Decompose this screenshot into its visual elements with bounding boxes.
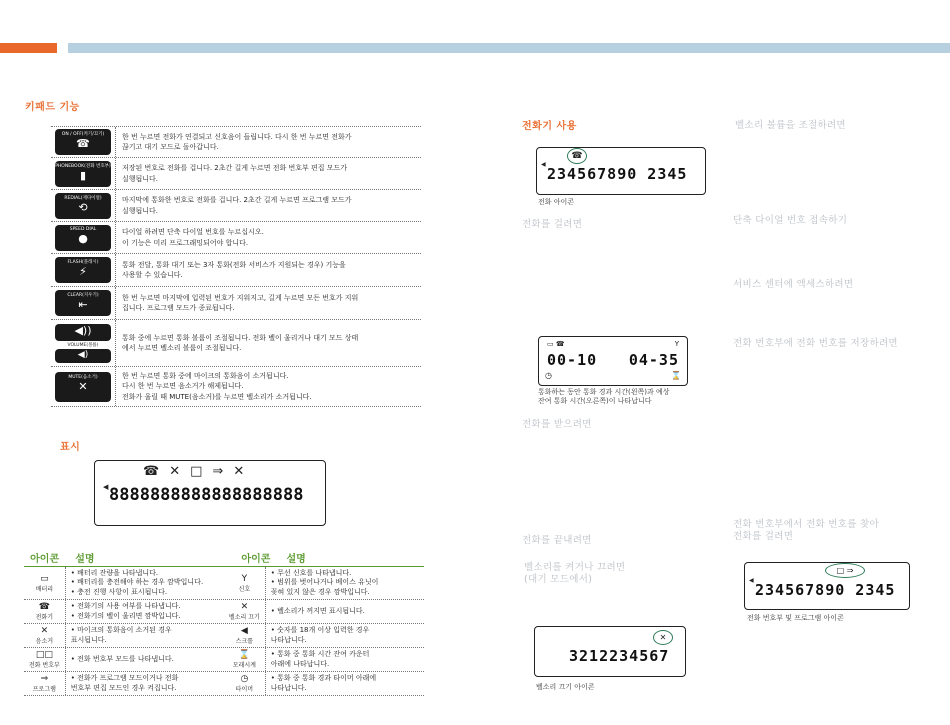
icon-row: ☎ 전화기 • 전화기의 사용 여부를 나타냅니다. • 전화기의 벨이 울리면 깜박입니다. ✕ 벨소리 끄기 • 벨소리가 꺼지면 표시됩니다. (24, 600, 424, 624)
lcd-caption-4: 전화 번호부 및 프로그램 아이콘 (747, 614, 844, 622)
backspace-icon: ⇤ (78, 298, 88, 311)
key-row-redial: REDIAL(재다이얼) ⟲ 마지막에 통화한 번호로 전화를 겁니다. 2초간 길게 누르면 프로그램 모드가 실행됩니다. (51, 190, 421, 222)
icon-row: □□ 전화 번호부 • 전화 번호부 모드를 나타냅니다. ⌛ 모래시계 • 통화 중 통화 시간 잔여 카운터 아래에 나타납니다. (24, 648, 424, 672)
icon-table-header: 아이콘 설명 아이콘 설명 (24, 550, 424, 567)
hourglass-icon: ⌛ (671, 371, 681, 380)
phone-icon: ☎ (38, 602, 50, 612)
battery-icon: ▭ ☎ (547, 340, 565, 348)
book-icon: □ (190, 464, 213, 479)
lcd-display-1 (536, 147, 706, 195)
scroll-icon: ◀ (541, 161, 546, 168)
phone-icon: ☎ (143, 464, 170, 479)
lcd-icons-row (143, 464, 254, 479)
section-title-display: 표시 (60, 442, 81, 453)
icon-description-table (24, 550, 424, 696)
speed-dial-key: SPEED DIAL ● (55, 225, 111, 251)
battery-icon: ▭ (40, 573, 49, 584)
lcd-digits: 234567890 2345 (755, 581, 896, 599)
heading-save-number: 전화 번호부에 전화 번호를 저장하려면 (733, 338, 898, 349)
lcd-caption-2: 통화하는 동안 통화 경과 시간(왼쪽)과 예상 잔여 통화 시간(오른쪽)이 나타납니다 (538, 388, 670, 405)
heading-find-number: 전화 번호부에서 전화 번호를 찾아 전화를 걸려면 (733, 519, 879, 542)
key-row-phonebook: PHONEBOOK(전화 번호부) ▮ 저장된 번호로 전화를 겁니다. 2초간 길게 누르면 전화 번호부 편집 모드가 실행됩니다. (51, 158, 421, 190)
key-row-clear: CLEAR(지우기) ⇤ 한 번 누르면 마지막에 입력된 번호가 지워지고, 길게 누르면 모든 번호가 지워 집니다. 프로그램 모드가 종료됩니다. (51, 287, 421, 320)
hourglass-icon: ⌛ (238, 650, 250, 660)
heading-ringer-volume: 벨소리 볼륨을 조절하려면 (735, 120, 846, 131)
header-bar (68, 43, 950, 53)
timer-icon: ◷ (545, 371, 552, 380)
lcd-caption: 전화 아이콘 (538, 198, 575, 206)
phonebook-key: PHONEBOOK(전화 번호부) ▮ (55, 161, 111, 187)
header-accent-bar (0, 43, 57, 53)
heading-service-center: 서비스 센터에 액세스하려면 (733, 279, 854, 290)
volume-up-key (55, 324, 111, 341)
program-icon: ⇒ (212, 464, 234, 479)
scroll-icon: ◀ (103, 483, 109, 491)
signal-icon: Y (241, 573, 248, 584)
heading-call-end: 전화를 끝내려면 (522, 535, 592, 546)
dot-icon: ● (78, 231, 88, 245)
scroll-icon: ◀ (240, 626, 248, 636)
mic-off-icon: ✕ (169, 464, 191, 479)
book-program-icons: □ ⇒ (825, 563, 865, 578)
on-off-key: ON / OFF(켜기/끄기) ☎ (55, 129, 111, 155)
icon-row: ⇒ 프로그램 • 전화가 프로그램 모드이거나 전화 번호부 편집 모드인 경우 켜집니다. ◷ 타이머 • 통화 중 통화 경과 타이머 아래에 나타납니다. (24, 672, 424, 696)
heading-call-out: 전화를 걸려면 (522, 219, 583, 230)
redial-key: REDIAL(재다이얼) ⟲ (55, 193, 111, 219)
ringer-off-icon: ✕ (240, 602, 249, 612)
key-row-volume: ◀)) VOLUME(볼륨) ◀) 통화 중에 누르면 통화 볼륨이 조절됩니다. 전화 벨이 울리거나 대기 모드 상태 에서 누르면 벨소리 볼륨이 조절됩니다. (51, 320, 421, 367)
ringer-off-icon: ✕ (233, 464, 255, 479)
key-row-on-off: ON / OFF(켜기/끄기) ☎ 한 번 누르면 전화가 연결되고 신호음이 들립니다. 다시 한 번 누르면 전화가 끊기고 대기 모드로 돌아갑니다. (51, 127, 421, 158)
mute-key: MUTE(음소거) ✕ (55, 372, 111, 402)
icon-row: ▭ 배터리 • 배터리 잔량을 나타냅니다. • 배터리를 충전해야 하는 경우 깜박입니다. • 충전 진행 사항이 표시됩니다. Y 신호 • 무선 신호를 나타냅니다. • 범위를 벗어나거나 베이스 유닛이 꽂혀 있지 않은 경우 깜박입니다. (24, 567, 424, 600)
flash-key: FLASH(플래시) ⚡ (55, 257, 111, 283)
heading-call-in: 전화를 받으려면 (522, 419, 592, 430)
program-icon: ⇒ (40, 674, 49, 684)
scroll-icon: ◀ (749, 577, 754, 584)
flash-icon: ⚡ (79, 265, 87, 278)
speaker-loud-icon: ◀)) (74, 323, 92, 337)
heading-ringer: 벨소리를 켜거나 끄려면 (대기 모드에서) (524, 562, 626, 585)
section-title-keypad: 키패드 기능 (25, 102, 80, 113)
speaker-icon: ◀) (77, 349, 89, 360)
lcd-caption-3: 벨소리 끄기 아이콘 (536, 683, 595, 691)
key-row-speed-dial: SPEED DIAL ● 다이얼 하려면 단축 다이얼 번호를 누르십시오. 이 기능은 미리 프로그래밍되어야 합니다. (51, 222, 421, 254)
book-icon: □□ (35, 650, 53, 660)
keypad-function-table (51, 126, 421, 407)
lcd-elapsed-time: 00-10 (547, 351, 598, 369)
lcd-display-4 (744, 562, 910, 610)
lcd-main-digits: 8888888888888888888 (109, 485, 304, 505)
lcd-digits: 234567890 2345 (547, 165, 688, 183)
mic-off-icon: ✕ (78, 379, 88, 393)
key-row-mute: MUTE(음소거) ✕ 한 번 누르면 통화 중에 마이크의 통화음이 소거됩니다. 다시 한 번 누르면 음소거가 해제됩니다. 전화가 울릴 때 MUTE(음소거)를 누르면 벨소리가 소거됩니다. (51, 367, 421, 407)
lcd-display-main (94, 460, 326, 526)
ringer-off-icon: ✕ (653, 630, 673, 645)
lcd-digits: 3212234567 (569, 647, 670, 665)
mic-off-icon: ✕ (40, 626, 49, 636)
phone-icon: ☎ (567, 148, 587, 164)
lcd-display-2 (538, 336, 688, 386)
heading-speed-dial: 단축 다이얼 번호 접속하기 (733, 215, 848, 226)
lcd-remaining-time: 04-35 (628, 351, 679, 369)
signal-icon: Y (674, 340, 679, 348)
icon-row: ✕ 음소거 • 마이크의 통화음이 소거된 경우 표시됩니다. ◀ 스크롤 • 숫자를 18개 이상 입력한 경우 나타납니다. (24, 624, 424, 648)
book-icon: ▮ (79, 168, 87, 182)
section-title-phone-use: 전화기 사용 (522, 121, 577, 132)
key-row-flash: FLASH(플래시) ⚡ 통화 전달, 통화 대기 또는 3자 통화(전화 서비스가 지원되는 경우) 기능을 사용할 수 있습니다. (51, 254, 421, 287)
phone-icon: ☎ (76, 137, 90, 150)
redial-icon: ⟲ (78, 200, 88, 214)
volume-down-key (55, 349, 111, 363)
lcd-display-3 (534, 626, 686, 677)
clear-key: CLEAR(지우기) ⇤ (55, 290, 111, 316)
timer-icon: ◷ (240, 674, 249, 684)
